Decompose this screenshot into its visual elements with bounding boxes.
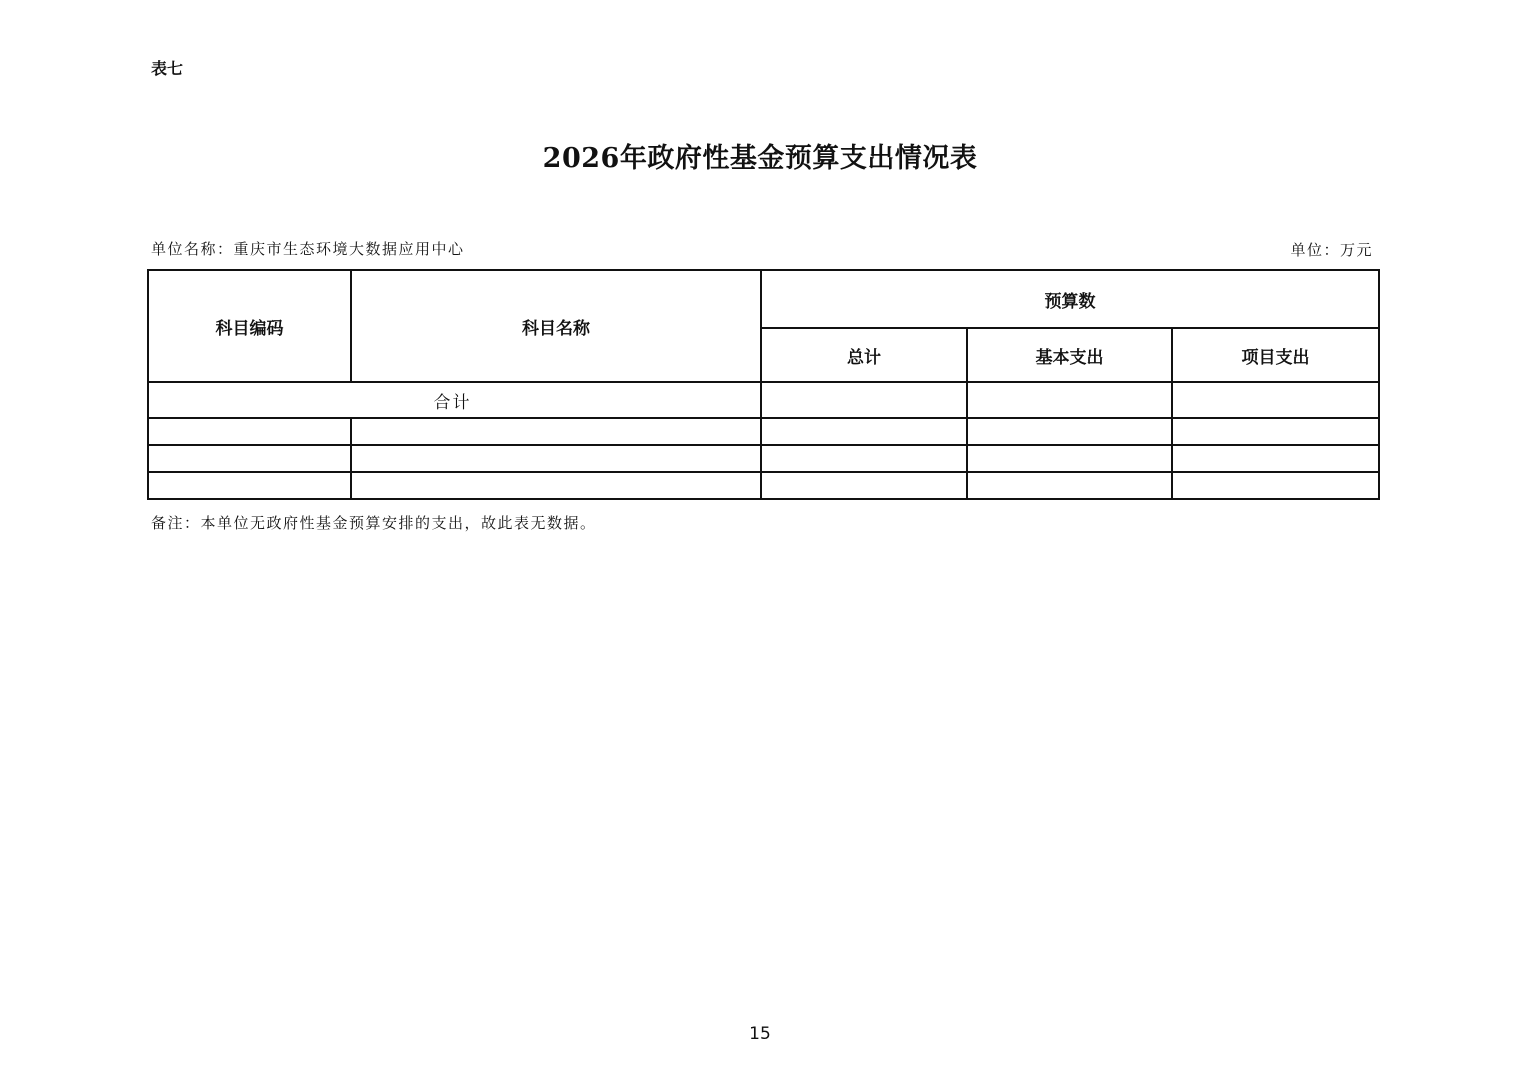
- page-number: 15: [749, 1024, 771, 1044]
- cell-name: [351, 472, 761, 499]
- cell-project: [1172, 445, 1379, 472]
- total-row: [148, 382, 1379, 418]
- cell-basic: [967, 472, 1172, 499]
- cell-name: [351, 418, 761, 445]
- cell-basic: [967, 418, 1172, 445]
- cell-project: [1172, 418, 1379, 445]
- cell-code: [148, 418, 351, 445]
- header-project-expenditure: 项目支出: [1172, 328, 1379, 382]
- cell-code: [148, 445, 351, 472]
- table-label: 表七: [151, 59, 184, 78]
- cell-total: [761, 418, 967, 445]
- table-row: [148, 445, 1379, 472]
- total-row-project: [1172, 382, 1379, 418]
- unit-label: 单位：万元: [1290, 241, 1373, 259]
- total-row-total: [761, 382, 967, 418]
- table-note: 备注：本单位无政府性基金预算安排的支出，故此表无数据。: [151, 514, 597, 532]
- unit-name: 单位名称：重庆市生态环境大数据应用中心: [151, 240, 465, 258]
- cell-basic: [967, 445, 1172, 472]
- header-total: 总计: [761, 328, 967, 382]
- cell-name: [351, 445, 761, 472]
- header-subject-name: 科目名称: [351, 270, 761, 382]
- table-row: [148, 418, 1379, 445]
- header-basic-expenditure: 基本支出: [967, 328, 1172, 382]
- table-row: [148, 472, 1379, 499]
- total-row-label-text: 合计: [433, 392, 472, 413]
- total-row-label: [148, 382, 761, 418]
- cell-total: [761, 445, 967, 472]
- cell-total: [761, 472, 967, 499]
- header-row-1: [148, 270, 1379, 328]
- cell-project: [1172, 472, 1379, 499]
- total-row-basic: [967, 382, 1172, 418]
- page-title: 2026年政府性基金预算支出情况表: [542, 143, 978, 174]
- header-budget-amount: 预算数: [761, 270, 1379, 328]
- budget-table: [147, 269, 1380, 500]
- cell-code: [148, 472, 351, 499]
- header-subject-code: 科目编码: [148, 270, 351, 382]
